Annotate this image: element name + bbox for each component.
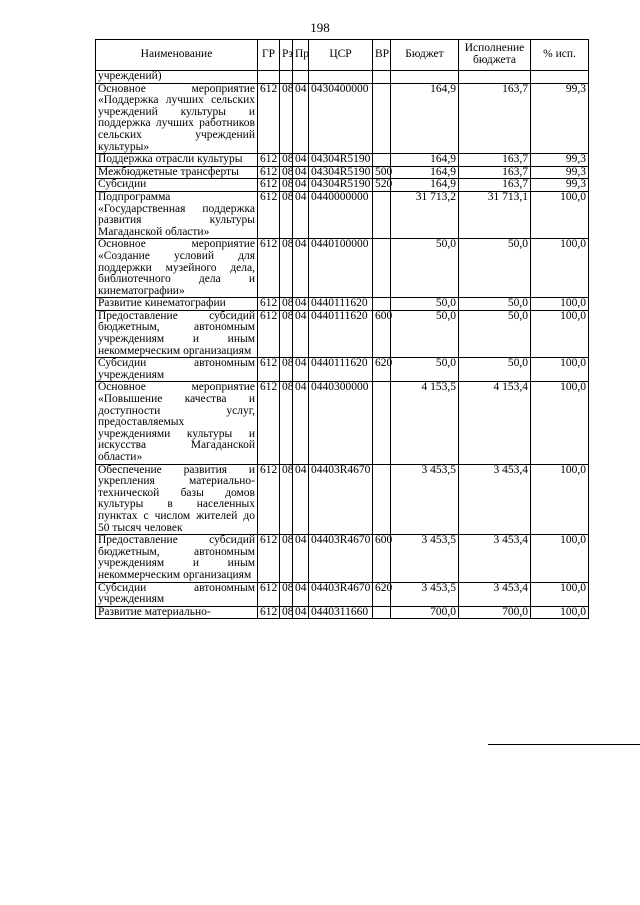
cell-gr: 612: [258, 582, 280, 606]
header-gr: ГР: [258, 40, 280, 71]
cell-budget: [391, 71, 459, 84]
cell-execution: 163,7: [459, 83, 531, 154]
cell-gr: 612: [258, 191, 280, 238]
header-vr: ВР: [373, 40, 391, 71]
header-pr: Пр: [293, 40, 309, 71]
table-body: [96, 71, 589, 619]
cell-vr: 600: [373, 535, 391, 582]
table-row: [96, 298, 589, 311]
cell-pr: 04: [293, 535, 309, 582]
cell-budget: 164,9: [391, 179, 459, 192]
cell-csr: 04403R4670: [309, 535, 373, 582]
table-row: [96, 239, 589, 298]
table-row: [96, 535, 589, 582]
cell-budget: 164,9: [391, 83, 459, 154]
cell-budget: 164,9: [391, 154, 459, 167]
cell-pr: 04: [293, 582, 309, 606]
cell-vr: 620: [373, 582, 391, 606]
table-row: [96, 166, 589, 179]
cell-pct: 100,0: [531, 582, 589, 606]
cell-gr: 612: [258, 239, 280, 298]
cell-csr: 0440311660: [309, 606, 373, 619]
header-row: [96, 40, 589, 71]
cell-pct: 100,0: [531, 191, 589, 238]
cell-pct: 100,0: [531, 310, 589, 357]
cell-execution: 50,0: [459, 239, 531, 298]
cell-name: Межбюджетные трансферты: [96, 166, 258, 179]
cell-pct: 99,3: [531, 154, 589, 167]
cell-execution: 3 453,4: [459, 464, 531, 535]
budget-table: [95, 39, 589, 619]
cell-csr: 0440000000: [309, 191, 373, 238]
cell-csr: 0440111620: [309, 298, 373, 311]
cell-pct: 99,3: [531, 166, 589, 179]
cell-vr: [373, 298, 391, 311]
cell-pr: 04: [293, 358, 309, 382]
cell-gr: 612: [258, 310, 280, 357]
cell-execution: 31 713,1: [459, 191, 531, 238]
cell-execution: 50,0: [459, 358, 531, 382]
cell-pct: 99,3: [531, 83, 589, 154]
cell-budget: 31 713,2: [391, 191, 459, 238]
cell-vr: 600: [373, 310, 391, 357]
cell-csr: 0440111620: [309, 358, 373, 382]
page-number: 198: [310, 20, 330, 35]
cell-name: Развитие кинематографии: [96, 298, 258, 311]
cell-budget: 3 453,5: [391, 535, 459, 582]
cell-csr: 04403R4670: [309, 582, 373, 606]
cell-rz: 08: [280, 83, 293, 154]
table-row: [96, 382, 589, 464]
cell-pr: 04: [293, 382, 309, 464]
header-execution: Исполнение бюджета: [459, 40, 531, 71]
cell-vr: [373, 239, 391, 298]
cell-vr: [373, 154, 391, 167]
cell-gr: 612: [258, 535, 280, 582]
cell-pr: 04: [293, 166, 309, 179]
cell-rz: 08: [280, 606, 293, 619]
cell-execution: 3 453,4: [459, 582, 531, 606]
cell-budget: 700,0: [391, 606, 459, 619]
table-row: [96, 83, 589, 154]
table-row: [96, 606, 589, 619]
cell-pr: 04: [293, 154, 309, 167]
cell-csr: 0440300000: [309, 382, 373, 464]
cell-pct: 100,0: [531, 358, 589, 382]
cell-vr: [373, 83, 391, 154]
cell-pct: 100,0: [531, 382, 589, 464]
cell-gr: 612: [258, 358, 280, 382]
table-row: [96, 464, 589, 535]
cell-pct: [531, 71, 589, 84]
table-row: [96, 582, 589, 606]
cell-pr: 04: [293, 239, 309, 298]
header-name: Наименование: [96, 40, 258, 71]
cell-csr: 04304R5190: [309, 179, 373, 192]
table-row: [96, 310, 589, 357]
cell-vr: [373, 606, 391, 619]
cell-csr: 04304R5190: [309, 154, 373, 167]
cell-gr: 612: [258, 179, 280, 192]
cell-rz: [280, 71, 293, 84]
cell-pct: 100,0: [531, 298, 589, 311]
cell-vr: 500: [373, 166, 391, 179]
cell-rz: 08: [280, 464, 293, 535]
cell-rz: 08: [280, 154, 293, 167]
cell-vr: [373, 382, 391, 464]
cell-pr: 04: [293, 179, 309, 192]
cell-csr: 0430400000: [309, 83, 373, 154]
cell-execution: 50,0: [459, 310, 531, 357]
cell-execution: 4 153,4: [459, 382, 531, 464]
cell-csr: 04403R4670: [309, 464, 373, 535]
header-rz: Рз: [280, 40, 293, 71]
cell-gr: 612: [258, 464, 280, 535]
cell-pct: 100,0: [531, 239, 589, 298]
cell-gr: 612: [258, 154, 280, 167]
table-row: [96, 191, 589, 238]
table-row: [96, 154, 589, 167]
cell-rz: 08: [280, 166, 293, 179]
cell-name: Основное мероприятие «Поддержка лучших сельских учреждений культуры и поддержка лучших работников сельских учреждений культуры»: [96, 83, 258, 154]
cell-vr: [373, 464, 391, 535]
cell-pct: 100,0: [531, 606, 589, 619]
cell-execution: [459, 71, 531, 84]
cell-csr: 0440111620: [309, 310, 373, 357]
cell-execution: 50,0: [459, 298, 531, 311]
table-row: [96, 358, 589, 382]
cell-gr: 612: [258, 298, 280, 311]
cell-name: Поддержка отрасли культуры: [96, 154, 258, 167]
cell-rz: 08: [280, 310, 293, 357]
footer-rule: [488, 744, 640, 745]
cell-gr: [258, 71, 280, 84]
cell-gr: 612: [258, 83, 280, 154]
cell-rz: 08: [280, 535, 293, 582]
table-row: [96, 71, 589, 84]
cell-execution: 3 453,4: [459, 535, 531, 582]
cell-csr: 0440100000: [309, 239, 373, 298]
cell-gr: 612: [258, 166, 280, 179]
cell-vr: [373, 71, 391, 84]
cell-rz: 08: [280, 179, 293, 192]
cell-execution: 163,7: [459, 154, 531, 167]
cell-vr: [373, 191, 391, 238]
cell-name: Субсидии автономным учреждениям: [96, 582, 258, 606]
cell-budget: 50,0: [391, 298, 459, 311]
cell-name: Предоставление субсидий бюджетным, автономным учреждениям и иным некоммерческим организациям: [96, 535, 258, 582]
cell-pr: 04: [293, 606, 309, 619]
cell-name: Обеспечение развития и укрепления материально-технической базы домов культуры в населенных пунктах с числом жителей до 50 тысяч человек: [96, 464, 258, 535]
cell-execution: 163,7: [459, 179, 531, 192]
cell-rz: 08: [280, 191, 293, 238]
cell-budget: 4 153,5: [391, 382, 459, 464]
header-budget: Бюджет: [391, 40, 459, 71]
cell-rz: 08: [280, 382, 293, 464]
cell-pr: [293, 71, 309, 84]
cell-name: Основное мероприятие «Повышение качества и доступности услуг, предоставляемых учреждениями культуры и искусства Магаданской области»: [96, 382, 258, 464]
cell-vr: 620: [373, 358, 391, 382]
cell-name: Развитие материально-: [96, 606, 258, 619]
header-pct: % исп.: [531, 40, 589, 71]
cell-rz: 08: [280, 582, 293, 606]
cell-rz: 08: [280, 239, 293, 298]
cell-budget: 50,0: [391, 310, 459, 357]
cell-pct: 100,0: [531, 464, 589, 535]
cell-pr: 04: [293, 310, 309, 357]
cell-rz: 08: [280, 358, 293, 382]
cell-pct: 99,3: [531, 179, 589, 192]
cell-name: Предоставление субсидий бюджетным, автономным учреждениям и иным некоммерческим организациям: [96, 310, 258, 357]
cell-pr: 04: [293, 464, 309, 535]
cell-name: Подпрограмма «Государственная поддержка развития культуры Магаданской области»: [96, 191, 258, 238]
cell-pct: 100,0: [531, 535, 589, 582]
cell-pr: 04: [293, 191, 309, 238]
cell-execution: 163,7: [459, 166, 531, 179]
cell-name: Субсидии автономным учреждениям: [96, 358, 258, 382]
cell-name: учреждений): [96, 71, 258, 84]
cell-csr: [309, 71, 373, 84]
cell-budget: 164,9: [391, 166, 459, 179]
cell-budget: 3 453,5: [391, 582, 459, 606]
cell-gr: 612: [258, 382, 280, 464]
cell-name: Основное мероприятие «Создание условий для поддержки музейного дела, библиотечного дела и кинематографии»: [96, 239, 258, 298]
cell-budget: 3 453,5: [391, 464, 459, 535]
cell-budget: 50,0: [391, 239, 459, 298]
cell-gr: 612: [258, 606, 280, 619]
cell-name: Субсидии: [96, 179, 258, 192]
header-csr: ЦСР: [309, 40, 373, 71]
cell-vr: 520: [373, 179, 391, 192]
cell-pr: 04: [293, 298, 309, 311]
cell-pr: 04: [293, 83, 309, 154]
cell-budget: 50,0: [391, 358, 459, 382]
cell-csr: 04304R5190: [309, 166, 373, 179]
cell-rz: 08: [280, 298, 293, 311]
cell-execution: 700,0: [459, 606, 531, 619]
table-row: [96, 179, 589, 192]
